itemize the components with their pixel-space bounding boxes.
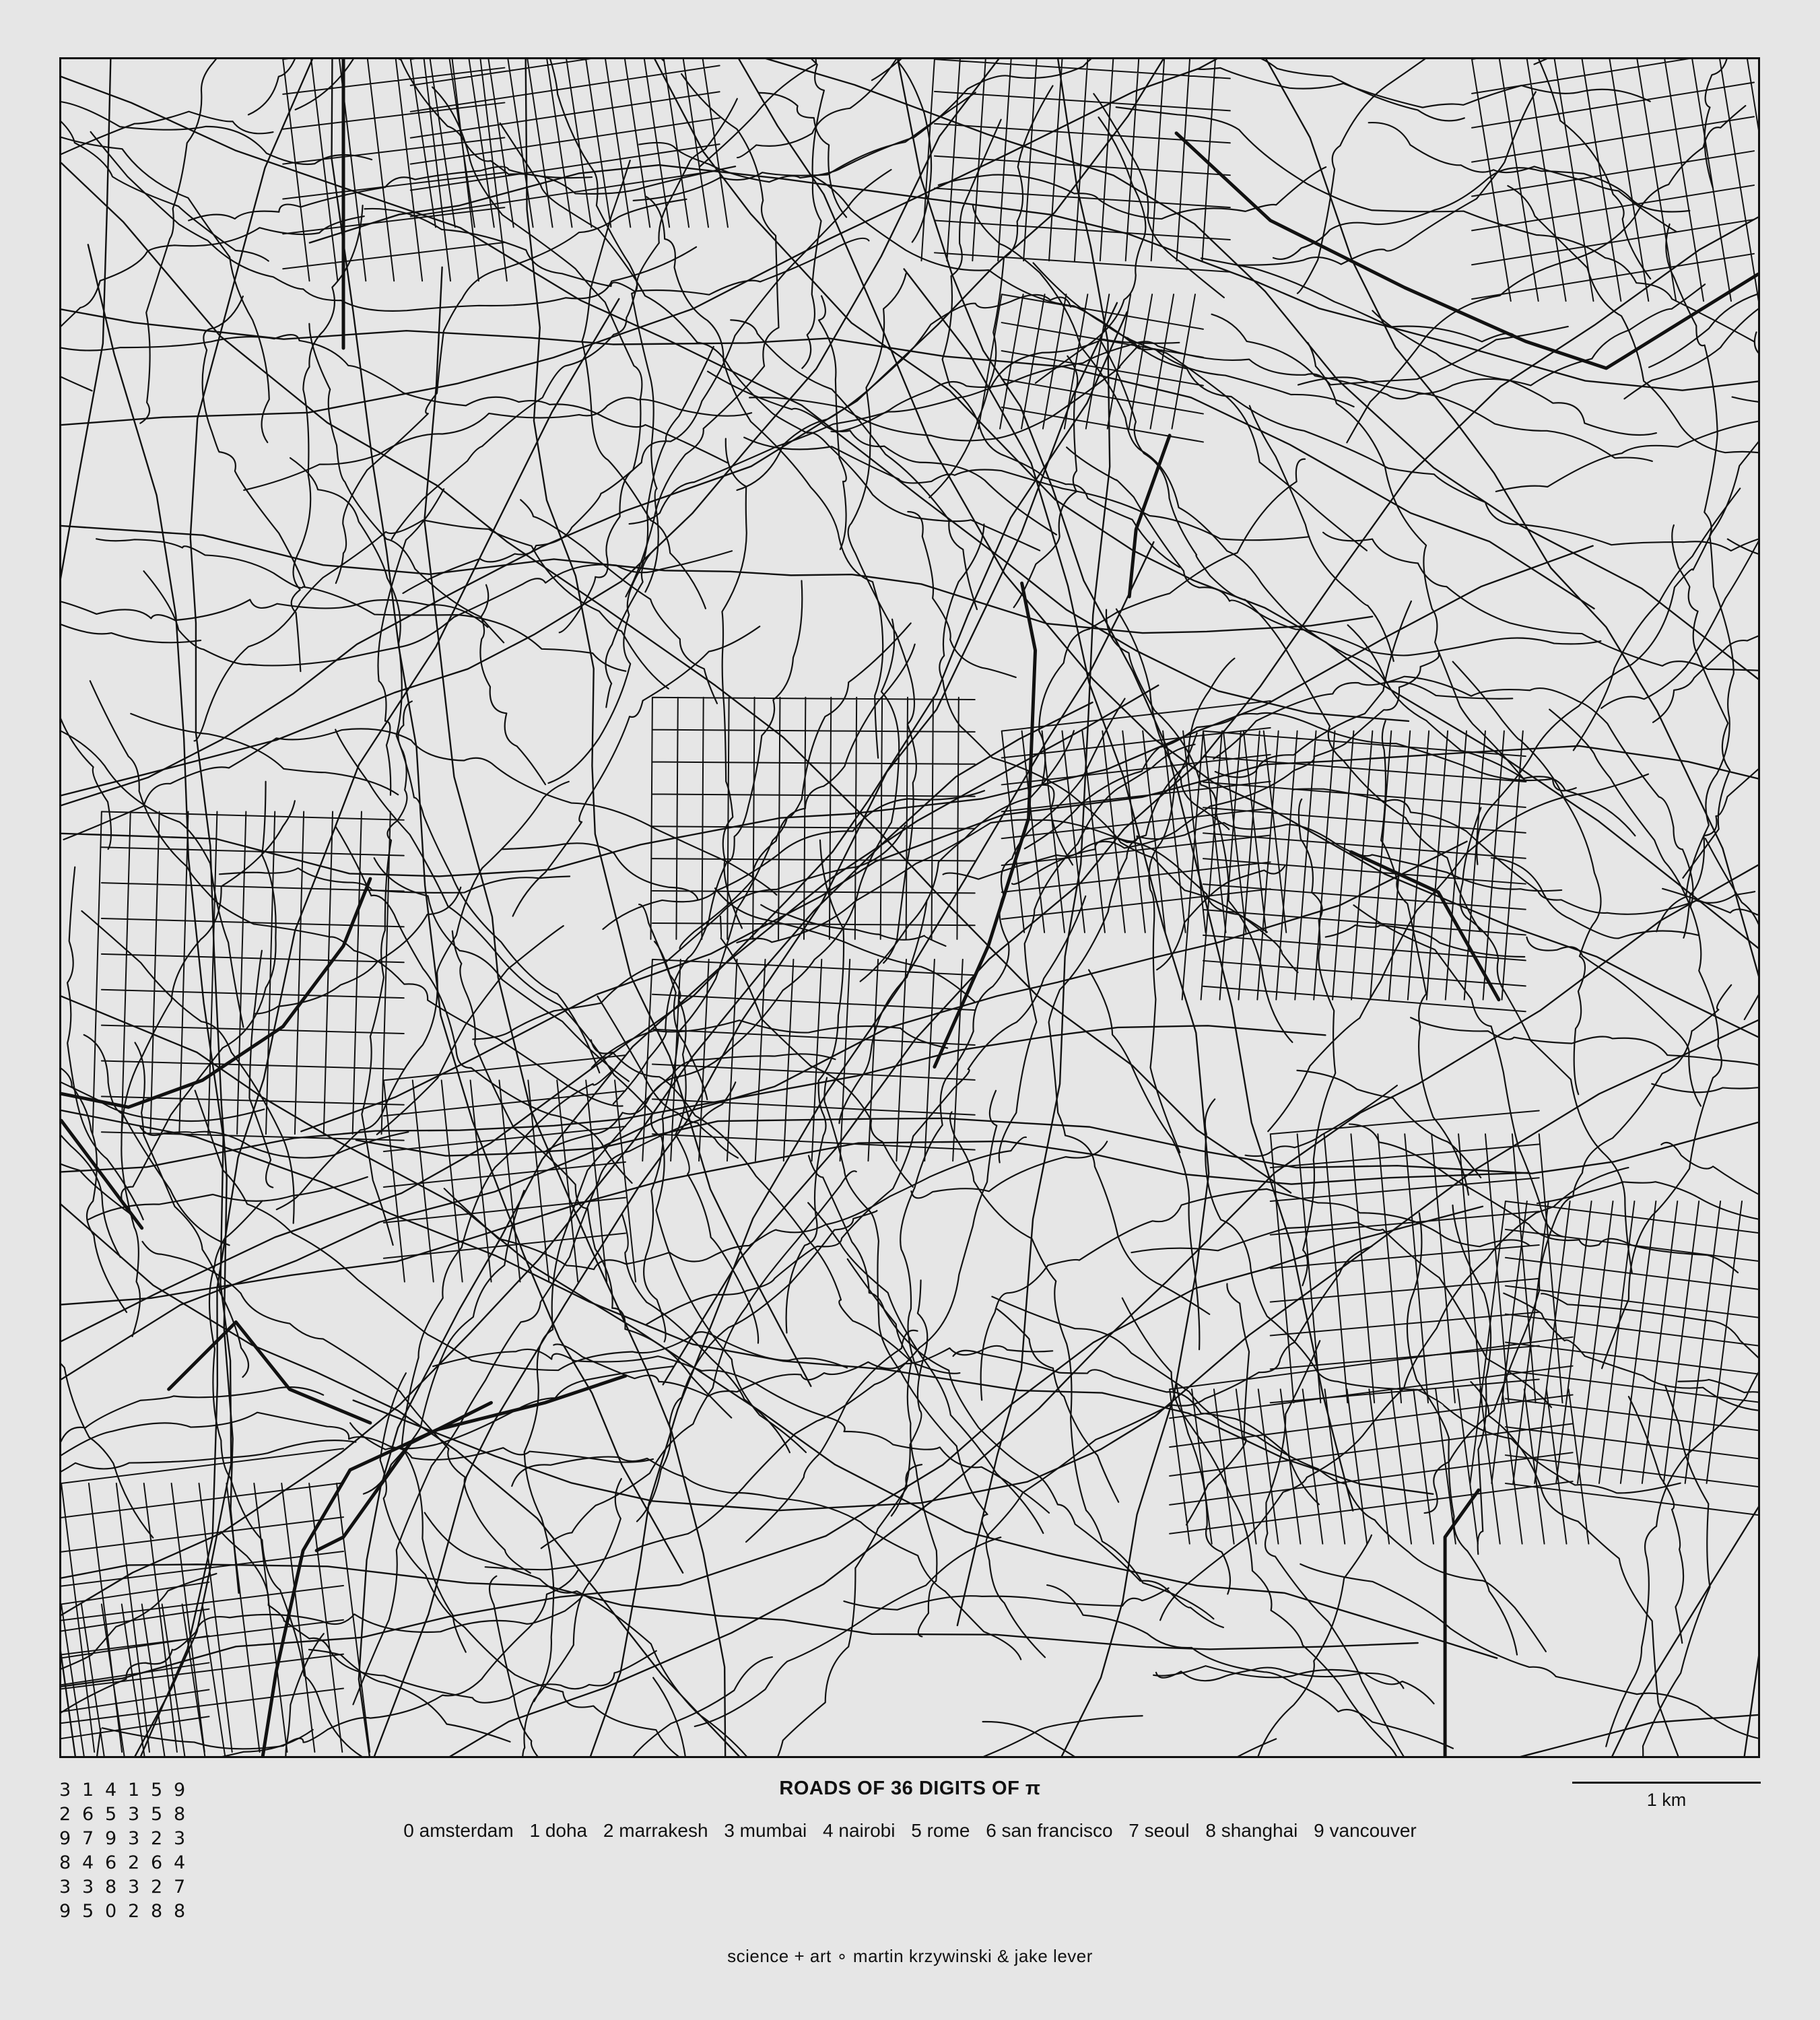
arterial-road: [61, 1564, 1418, 1649]
local-road: [981, 1189, 1530, 1400]
local-road: [1624, 83, 1758, 399]
legend-item-mumbai: [724, 1820, 807, 1841]
local-road: [61, 758, 127, 1312]
map-title: ROADS OF 36 DIGITS OF π: [779, 1778, 1041, 1799]
local-road: [700, 59, 891, 166]
pi-digit: 5: [151, 1804, 163, 1825]
local-road: [380, 1373, 869, 1756]
local-road: [1369, 123, 1677, 232]
local-road: [1537, 1182, 1758, 1241]
pi-digit: 8: [174, 1901, 186, 1922]
pi-digit: 6: [105, 1852, 117, 1873]
local-road: [1425, 985, 1732, 1513]
local-road: [378, 489, 444, 795]
legend-digit: 6: [986, 1820, 997, 1841]
pi-digit: 6: [151, 1852, 163, 1873]
road-network: [61, 59, 1758, 1756]
local-road: [1250, 406, 1394, 661]
local-road: [1491, 858, 1699, 938]
pi-digit: 1: [128, 1780, 140, 1800]
pi-digit: 5: [105, 1804, 117, 1825]
arterial-road: [904, 269, 1209, 1756]
street-grid: [1002, 701, 1287, 933]
local-road: [1128, 338, 1758, 551]
local-road: [1349, 1124, 1738, 1273]
local-road: [131, 714, 398, 795]
scale-label: 1 km: [1646, 1790, 1687, 1810]
pi-digit: 2: [151, 1828, 163, 1849]
legend-digit: 8: [1205, 1820, 1216, 1841]
legend-item-doha: [529, 1820, 587, 1841]
local-road: [61, 464, 201, 659]
pi-digit: 8: [59, 1852, 71, 1873]
local-road: [1649, 173, 1758, 367]
legend-digit: 5: [911, 1820, 922, 1841]
arterial-road: [88, 244, 231, 1756]
local-road: [653, 1678, 774, 1756]
arterial-road: [1745, 1427, 1758, 1756]
pi-digit: 8: [151, 1901, 163, 1922]
local-road: [1265, 1341, 1492, 1756]
legend-city: seoul: [1144, 1820, 1190, 1841]
local-road: [848, 1259, 937, 1637]
legend-digit: 1: [529, 1820, 541, 1841]
local-road: [1034, 263, 1367, 550]
local-road: [290, 458, 599, 1073]
street-grid: [61, 1582, 225, 1756]
local-road: [1661, 1143, 1758, 1306]
legend-item-amsterdam: [403, 1820, 513, 1841]
legend-digit: 7: [1128, 1820, 1139, 1841]
legend-item-rome: [911, 1820, 970, 1841]
local-road: [1347, 106, 1745, 442]
highway: [169, 1322, 370, 1423]
highway: [1445, 1490, 1479, 1756]
local-road: [490, 1576, 571, 1756]
local-road: [61, 59, 269, 261]
local-road: [908, 512, 1015, 677]
local-road: [121, 782, 275, 1205]
city-legend: [0, 1820, 1820, 1842]
local-road: [248, 59, 552, 114]
local-road: [61, 1050, 121, 1257]
local-road: [525, 1054, 836, 1702]
local-road: [61, 1296, 153, 1538]
local-road: [1372, 310, 1656, 435]
pi-digit: 3: [128, 1804, 140, 1825]
legend-city: shanghai: [1221, 1820, 1298, 1841]
local-road: [121, 801, 295, 1336]
legend-city: nairobi: [838, 1820, 896, 1841]
local-road: [1014, 356, 1078, 607]
street-grid: [93, 811, 404, 1140]
local-road: [61, 112, 273, 368]
pi-digit: 9: [59, 1828, 71, 1849]
street-grid: [978, 294, 1203, 442]
legend-item-vancouver: [1314, 1820, 1417, 1841]
local-road: [61, 1366, 673, 1456]
local-road: [244, 397, 751, 490]
local-road: [1471, 1382, 1758, 1756]
local-road: [1407, 1213, 1517, 1654]
legend-digit: 0: [403, 1820, 414, 1841]
legend-city: san francisco: [1001, 1820, 1113, 1841]
arterial-road: [1613, 1407, 1758, 1756]
local-road: [1246, 1085, 1397, 1156]
local-road: [1197, 68, 1650, 108]
local-road: [680, 644, 915, 949]
local-road: [911, 1141, 1107, 1198]
legend-city: doha: [545, 1820, 588, 1841]
local-road: [1153, 1666, 1434, 1704]
pi-digit: 3: [59, 1877, 71, 1897]
pi-digit: 2: [128, 1901, 140, 1922]
highway: [61, 1120, 142, 1228]
pi-digit: 2: [151, 1877, 163, 1897]
legend-item-nairobi: [823, 1820, 895, 1841]
arterial-road: [385, 865, 1758, 1756]
legend-item-marrakesh: [603, 1820, 708, 1841]
local-road: [403, 170, 891, 593]
local-road: [374, 858, 629, 1081]
local-road: [715, 888, 974, 1001]
local-road: [1683, 540, 1758, 938]
pi-digit: 4: [82, 1852, 94, 1873]
local-road: [520, 500, 717, 703]
pi-digit: 5: [82, 1901, 94, 1922]
local-road: [473, 1657, 772, 1756]
local-road: [1323, 533, 1758, 672]
legend-digit: 3: [724, 1820, 735, 1841]
pi-digit: 3: [174, 1828, 186, 1849]
local-road: [1411, 1017, 1758, 1069]
arterial-road: [61, 59, 1166, 805]
local-road: [1067, 447, 1600, 655]
pi-digit: 9: [59, 1901, 71, 1922]
local-road: [61, 127, 269, 442]
local-road: [1672, 525, 1730, 878]
local-road: [831, 327, 1568, 432]
local-road: [377, 926, 564, 1135]
credits: science + art ∘ martin krzywinski & jake lever: [727, 1946, 1093, 1966]
pi-digit: 8: [174, 1804, 186, 1825]
pi-digit: 5: [151, 1780, 163, 1800]
pi-digit: 8: [105, 1877, 117, 1897]
street-grid: [1472, 59, 1758, 301]
local-road: [61, 1387, 323, 1516]
pi-digit: 6: [82, 1804, 94, 1825]
local-road: [1678, 1380, 1758, 1419]
pi-digit: 4: [174, 1852, 186, 1873]
road-map: [59, 57, 1760, 1758]
local-road: [759, 93, 846, 217]
local-road: [722, 438, 746, 928]
pi-digit: 3: [82, 1877, 94, 1897]
local-road: [61, 255, 92, 391]
pi-digit: 7: [82, 1828, 94, 1849]
legend-city: marrakesh: [619, 1820, 708, 1841]
local-road: [744, 438, 1309, 540]
pi-digit: 9: [105, 1828, 117, 1849]
local-road: [706, 59, 824, 368]
arterial-road: [61, 1355, 75, 1756]
legend-item-san-francisco: [986, 1820, 1112, 1841]
local-road: [500, 123, 1040, 551]
scale-bar: [1572, 1782, 1761, 1784]
local-road: [950, 1112, 1213, 1619]
legend-city: rome: [926, 1820, 970, 1841]
arterial-road: [61, 1124, 739, 1756]
local-road: [309, 324, 504, 643]
highway: [935, 583, 1036, 1067]
arterial-road: [61, 59, 110, 719]
legend-digit: 9: [1314, 1820, 1324, 1841]
pi-digit: 3: [128, 1828, 140, 1849]
local-road: [209, 1201, 450, 1756]
local-road: [61, 1440, 356, 1499]
pi-digit: 3: [59, 1780, 71, 1800]
local-road: [1213, 677, 1693, 907]
street-grid: [61, 1448, 370, 1752]
local-road: [485, 1091, 997, 1570]
pi-digits-grid: [59, 1781, 197, 1921]
local-road: [1460, 807, 1632, 1273]
legend-city: mumbai: [739, 1820, 807, 1841]
pi-digit: 2: [128, 1852, 140, 1873]
arterial-road: [576, 59, 1758, 679]
legend-digit: 2: [603, 1820, 614, 1841]
local-road: [67, 867, 143, 1219]
local-road: [1526, 937, 1701, 1106]
legend-item-shanghai: [1205, 1820, 1297, 1841]
local-road: [1047, 1585, 1453, 1749]
local-road: [61, 1596, 582, 1723]
legend-digit: 4: [823, 1820, 834, 1841]
local-road: [731, 320, 977, 609]
arterial-road: [424, 267, 725, 1756]
local-road: [96, 539, 626, 671]
legend-item-seoul: [1128, 1820, 1189, 1841]
local-road: [392, 99, 737, 539]
street-grid: [921, 59, 1229, 272]
arterial-road: [61, 546, 1593, 877]
pi-digit: 3: [128, 1877, 140, 1897]
local-road: [1122, 1298, 1402, 1756]
legend-city: amsterdam: [419, 1820, 514, 1841]
local-road: [480, 585, 545, 784]
street-grid: [1170, 1337, 1588, 1544]
local-road: [1504, 1293, 1758, 1586]
local-road: [708, 372, 1056, 535]
local-road: [249, 951, 273, 1188]
arterial-road: [61, 526, 1372, 633]
arterial-road: [591, 542, 1153, 1756]
pi-digit: 7: [174, 1877, 186, 1897]
pi-digit: 0: [105, 1901, 117, 1922]
local-road: [1652, 1065, 1758, 1092]
local-road: [737, 295, 1071, 490]
local-road: [61, 599, 487, 648]
local-road: [939, 167, 1326, 219]
local-road: [195, 520, 669, 741]
local-road: [455, 59, 659, 592]
local-road: [221, 1532, 656, 1703]
local-road: [687, 1716, 1143, 1756]
pi-digit: 4: [105, 1780, 117, 1800]
arterial-road: [712, 59, 1758, 1037]
arterial-road: [61, 163, 1291, 1192]
local-road: [1300, 1564, 1758, 1756]
local-road: [1212, 284, 1706, 399]
local-road: [1616, 1385, 1710, 1756]
local-road: [929, 86, 1052, 497]
pi-digit: 9: [174, 1780, 186, 1800]
local-road: [61, 1574, 216, 1724]
local-road: [634, 92, 976, 201]
local-road: [1601, 332, 1758, 708]
pi-digit: 1: [82, 1780, 94, 1800]
legend-city: vancouver: [1329, 1820, 1417, 1841]
pi-digit: 2: [59, 1804, 71, 1825]
local-road: [1629, 1396, 1683, 1643]
local-road: [90, 681, 623, 1106]
